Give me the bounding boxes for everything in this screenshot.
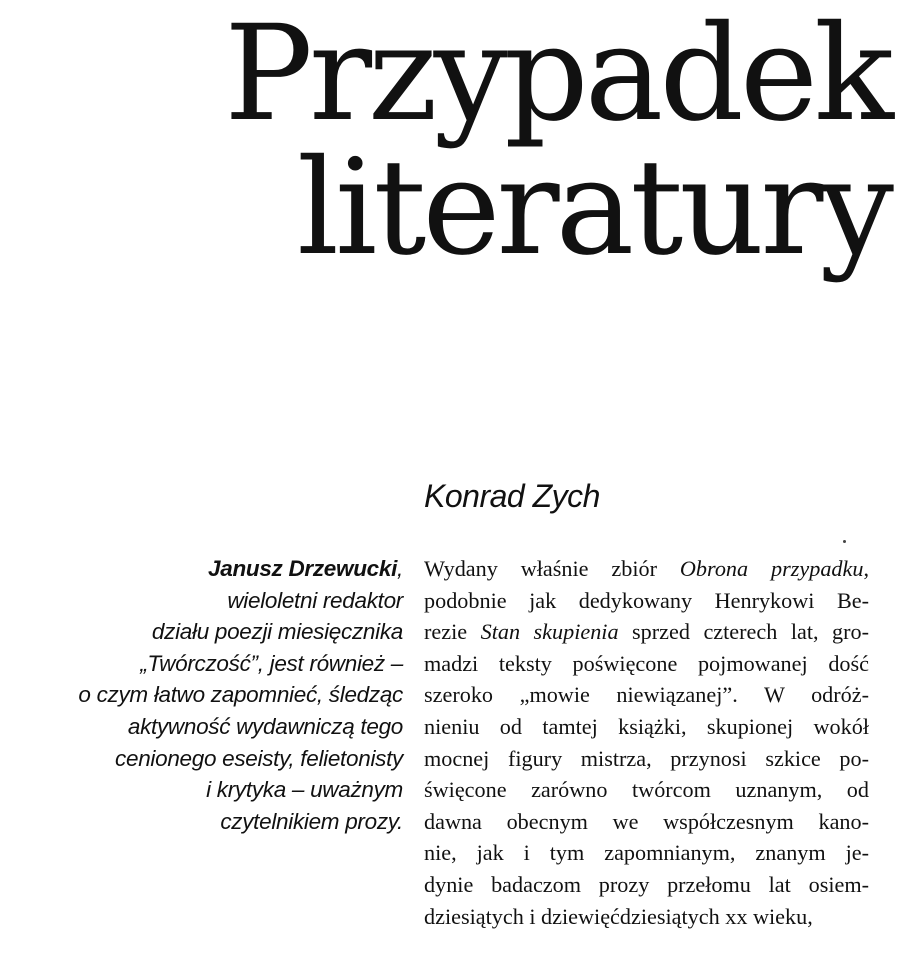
lead-line: „Twórczość”, jest również – xyxy=(140,650,403,676)
print-speck xyxy=(843,540,846,543)
body-line: podobnie jak dedykowany Henrykowi Be- xyxy=(424,587,869,613)
body-text-run: sprzed czterech lat, gro- xyxy=(618,619,869,645)
article-title-line-2: literatury xyxy=(296,131,890,285)
lead-line: o czym łatwo zapomnieć, śledząc xyxy=(78,682,403,708)
body-text-run: Wydany właśnie zbiór xyxy=(424,556,680,581)
lead-line: cenionego eseisty, felietonisty xyxy=(115,745,403,771)
lead-name-comma: , xyxy=(397,556,403,581)
body-text-run: rezie xyxy=(424,619,481,645)
body-text-run: , xyxy=(863,556,869,581)
body-line: madzi teksty poświęcone pojmowanej dość xyxy=(424,650,869,676)
lead-line: wieloletni redaktor xyxy=(227,587,403,613)
body-line xyxy=(424,616,869,648)
book-title-obrona-przypadku: Obrona przypadku xyxy=(679,556,864,581)
body-line: nieniu od tamtej książki, skupionej wokół xyxy=(424,713,869,739)
author-name: Konrad Zych xyxy=(424,478,600,514)
body-line: święcone zarówno twórcom uznanym, od xyxy=(424,777,869,803)
lead-line: i krytyka – uważnym xyxy=(206,777,403,803)
lead-paragraph xyxy=(0,553,403,837)
body-line: dawna obecnym we współczesnym kano- xyxy=(424,808,869,834)
body-line: nie, jak i tym zapomnianym, znanym je- xyxy=(424,840,869,866)
body-line: szeroko „mowie niewiązanej”. W odróż- xyxy=(424,682,869,708)
lead-line: czytelnikiem prozy. xyxy=(220,808,403,834)
lead-line xyxy=(0,553,403,585)
lead-line: aktywność wydawniczą tego xyxy=(127,713,403,739)
book-title-stan-skupienia: Stan skupienia xyxy=(480,619,619,645)
article-body xyxy=(424,553,869,932)
body-line: dynie badaczom prozy przełomu lat osiem- xyxy=(424,871,869,897)
body-line: dziesiątych i dziewięćdziesiątych xx wieku, xyxy=(424,903,813,929)
body-line: mocnej figury mistrza, przynosi szkice po- xyxy=(424,745,869,771)
lead-line: działu poezji miesięcznika xyxy=(151,619,403,645)
lead-subject-name: Janusz Drzewucki xyxy=(208,556,398,581)
body-line xyxy=(424,553,869,585)
article-title-line-1: Przypadek xyxy=(224,0,890,151)
